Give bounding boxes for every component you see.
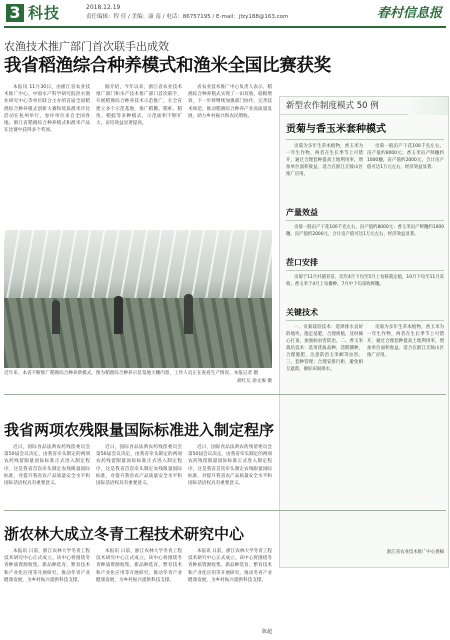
- box-author: [367, 549, 444, 559]
- article1-headline: 我省稻渔综合种养模式和渔米全国比赛获奖: [4, 56, 331, 76]
- key-tech-heading: 关键技术: [286, 308, 318, 317]
- article1-text: 据介绍，今年以来，浙江省农业技术推广部门和水产技术推广部门首次联手，开展稻渔综合种养技术示范推广，在全省建立多个示范基地，推广稻鳖、稻虾、稻鱼、稻蛙等多种模式，示范面积不断扩大，亩均效益显著提高。: [96, 85, 182, 127]
- article2-text: 近日，国际食品法典农药残留委员会第50届会议决定，由我省牵头制定的两项农药残留限量国际标准正式进入制定程序，这是我省首次牵头制定农残限量国际标准，对提升我省农产品质量安全水平和国际话语权具有重要意义。: [188, 445, 272, 487]
- box-intro-right: [367, 143, 444, 203]
- box-intro-right-text: 贡菊一般亩产干花100千克左右，亩产值约8000元；香玉米亩产鲜穗约1000穗，亩产值约2000元，合计亩产值可达1万元左右，经济效益显著。: [367, 144, 444, 170]
- article1-column-2: [96, 84, 182, 226]
- photo-person: [114, 296, 123, 334]
- article3-column-1: [4, 548, 90, 636]
- article2-column-3: [188, 444, 272, 506]
- box-title-text: 新型农作制度模式 50 例: [286, 101, 379, 111]
- yield-text-p: 贡菊一般亩产干花100千克左右，亩产值约8000元；香玉米亩产鲜穗约1000穗，亩产值约2000元，合计亩产值可达1万元左右，经济效益显著。: [286, 225, 444, 237]
- section-divider: [4, 510, 446, 511]
- newspaper-logo: 春村信息报: [376, 6, 442, 21]
- yield-heading: 产量效益: [286, 208, 318, 217]
- photo-person: [184, 294, 193, 334]
- article2-column-2: [96, 444, 182, 506]
- box-item-title: 贡菊与香玉米套种模式: [286, 124, 386, 135]
- article3-text: 本报讯 日前，浙江农林大学冬青工程技术研究中心正式成立。该中心将围绕冬青种质资源收集、新品种选育、繁育技术和产业化应用等开展研究，推动冬青产业健康发展，为乡村振兴提供科技支撑。: [4, 549, 90, 583]
- box-author-text: 浙江省农业技术推广中心供稿: [386, 550, 444, 555]
- greenhouse-photo: [4, 230, 272, 368]
- page-number: 3: [6, 4, 24, 22]
- article3-column-3: [188, 548, 272, 628]
- article3-column-2: [96, 548, 182, 636]
- farming-model-box: [279, 96, 449, 568]
- photo-credit: 胡红友 徐文俊 摄: [236, 378, 272, 384]
- divider: [286, 270, 444, 271]
- article2-text: 近日，国际食品法典农药残留委员会第50届会议决定，由我省牵头制定的两项农药残留限量国际标准正式进入制定程序，这是我省首次牵头制定农残限量国际标准，对提升我省农产品质量安全水平和国际话语权具有重要意义。: [96, 445, 182, 487]
- section-divider: [4, 394, 446, 395]
- article3-text: 本报讯 日前，浙江农林大学冬青工程技术研究中心正式成立。该中心将围绕冬青种质资源收集、新品种选育、繁育技术和产业化应用等开展研究，推动冬青产业健康发展，为乡村振兴提供科技支撑。: [188, 549, 272, 583]
- stubble-text: [286, 274, 444, 302]
- box-intro: [286, 143, 363, 203]
- article2-headline: 我省两项农残限量国际标准进入制定程序: [4, 421, 275, 439]
- yield-text: [286, 224, 444, 252]
- article1-subtitle: 农渔技术推广部门首次联手出成效: [4, 40, 169, 53]
- article2-text: 近日，国际食品法典农药残留委员会第50届会议决定，由我省牵头制定的两项农药残留限量国际标准正式进入制定程序，这是我省首次牵头制定农残限量国际标准，对提升我省农产品质量安全水平和国际话语权具有重要意义。: [4, 445, 90, 487]
- issue-date: 2018.12.19: [86, 4, 121, 11]
- stubble-heading: 茬口安排: [286, 258, 318, 267]
- section-title: 科技: [28, 4, 61, 22]
- article3-text: 本报讯 日前，浙江农林大学冬青工程技术研究中心正式成立。该中心将围绕冬青种质资源收集、新品种选育、繁育技术和产业化应用等开展研究，推动冬青产业健康发展，为乡村振兴提供科技支撑。: [96, 549, 182, 583]
- key-tech-left: [286, 324, 363, 556]
- photo-caption: 近年来，本省不断推广稻渔综合种养新模式，图为稻渔综合种养示范基地大棚内景，工作人员正在查看生产情况。本报记者 摄: [4, 371, 259, 376]
- article1-column-1: [4, 84, 90, 226]
- article3-headline: 浙农林大成立冬青工程技术研究中心: [4, 525, 245, 543]
- divider: [286, 220, 444, 221]
- article3-byline: 陈超: [261, 629, 272, 635]
- article1-text: 省农业技术推广中心负责人表示，稻渔综合种养模式实现了一田双收、稳粮增效，下一步将继续加强部门协作，完善技术规范，推动稻渔综合种养产业高质量发展，助力乡村振兴和农民增收。: [188, 85, 272, 119]
- divider: [286, 139, 444, 140]
- box-intro-text: 贡菊为多年生草本植物，香玉米为一年生作物，两者在生长季节上可错开，通过合理套种提高土地利用率，增加单位面积收益，适合在浙江丘陵山区推广应用。: [286, 144, 363, 177]
- editor-info: 责任编辑：程 佳 / 美编：康 南 / 电话：86757195 / E-mail：jfzy188@163.com: [86, 14, 289, 20]
- photo-rafters: [4, 230, 272, 300]
- page-header: [4, 2, 446, 28]
- photo-crop-rows: [4, 298, 272, 368]
- key-tech-left-text: 一、贡菊栽培技术：选择排水良好的地块，施足基肥，合理密植，及时摘心打顶，加强病虫害防治。二、香玉米栽培技术：选用优质品种，适期播种，合理施肥，注意防治玉米螟等虫害。三、套种管理：合理安排行距，避免相互遮荫，做好田间排水。: [286, 325, 363, 372]
- key-tech-right-text: 贡菊为多年生草本植物，香玉米为一年生作物，两者在生长季节上可错开，通过合理套种提高土地利用率，增加单位面积收益，适合在浙江丘陵山区推广应用。: [367, 325, 444, 358]
- photo-person: [52, 300, 60, 334]
- stubble-text-p: 贡菊于11月扦插育苗，次年4月下旬至5月上旬移栽定植，10月下旬至11月采收；香玉米于4月上旬播种，7月中下旬采收鲜穗。: [286, 275, 444, 287]
- photo-caption-block: [4, 370, 272, 385]
- article1-column-3: [188, 84, 272, 226]
- article2-column-1: [4, 444, 90, 506]
- key-tech-right: [367, 324, 444, 546]
- article1-text: 本报讯 11月30日，由浙江省农业技术推广中心、中国水产科学研究院淡水渔业研究中心等单位联合主办的首届全国稻渔综合种养模式创新大赛和优质渔米评比活动在杭州举行，参评单位来自全国各地。浙江省稻渔综合种养模式和渔米产品在比赛中获得多个奖项。: [4, 85, 90, 134]
- divider: [286, 320, 444, 321]
- box-title-decoration: [408, 97, 448, 115]
